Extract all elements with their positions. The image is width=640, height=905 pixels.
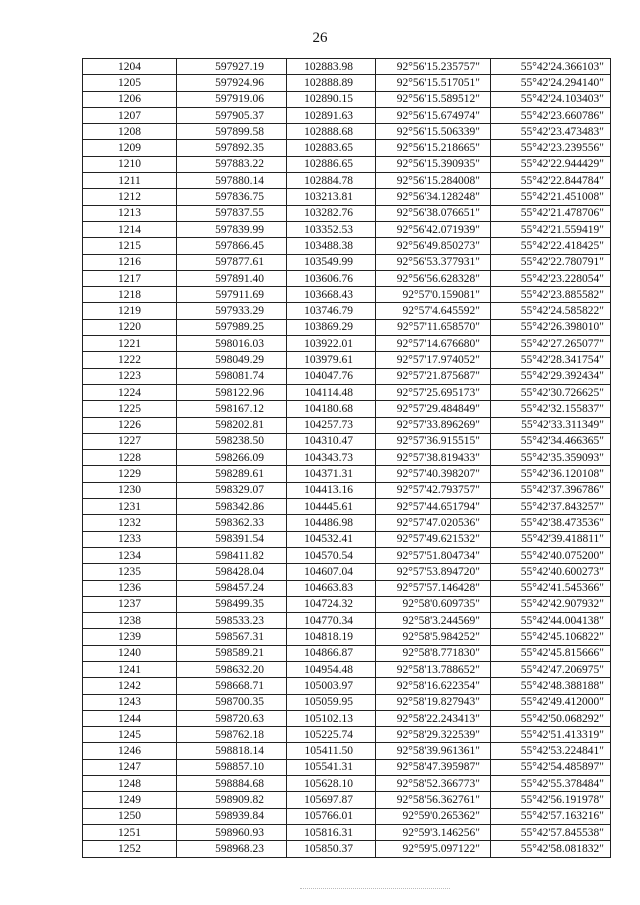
table-row <box>83 303 611 319</box>
x-coordinate-cell: 598762.18 <box>177 727 287 743</box>
x-coordinate-cell: 598391.54 <box>177 531 287 547</box>
point-number-cell: 1205 <box>83 75 177 91</box>
x-coordinate-cell: 597919.06 <box>177 91 287 107</box>
table-row <box>83 352 611 368</box>
y-coordinate-cell: 104114.48 <box>287 384 376 400</box>
x-coordinate-cell: 598884.68 <box>177 776 287 792</box>
table-row <box>83 205 611 221</box>
latitude-cell: 55°42'47.206975" <box>491 661 611 677</box>
table-row <box>83 368 611 384</box>
y-coordinate-cell: 104371.31 <box>287 466 376 482</box>
longitude-cell: 92°56'15.284008" <box>376 173 491 189</box>
x-coordinate-cell: 598081.74 <box>177 368 287 384</box>
table-row <box>83 336 611 352</box>
x-coordinate-cell: 598589.21 <box>177 645 287 661</box>
point-number-cell: 1239 <box>83 629 177 645</box>
y-coordinate-cell: 103869.29 <box>287 319 376 335</box>
y-coordinate-cell: 104310.47 <box>287 433 376 449</box>
latitude-cell: 55°42'29.392434" <box>491 368 611 384</box>
y-coordinate-cell: 103606.76 <box>287 270 376 286</box>
longitude-cell: 92°58'0.609735" <box>376 596 491 612</box>
latitude-cell: 55°42'56.191978" <box>491 792 611 808</box>
y-coordinate-cell: 105850.37 <box>287 841 376 857</box>
latitude-cell: 55°42'51.413319" <box>491 727 611 743</box>
y-coordinate-cell: 102888.89 <box>287 75 376 91</box>
y-coordinate-cell: 104570.54 <box>287 547 376 563</box>
y-coordinate-cell: 103746.79 <box>287 303 376 319</box>
y-coordinate-cell: 105225.74 <box>287 727 376 743</box>
table-row <box>83 759 611 775</box>
latitude-cell: 55°42'30.726625" <box>491 384 611 400</box>
latitude-cell: 55°42'24.366103" <box>491 59 611 75</box>
table-row <box>83 629 611 645</box>
point-number-cell: 1248 <box>83 776 177 792</box>
latitude-cell: 55°42'57.845538" <box>491 824 611 840</box>
point-number-cell: 1225 <box>83 401 177 417</box>
table-row <box>83 808 611 824</box>
latitude-cell: 55°42'34.466365" <box>491 433 611 449</box>
point-number-cell: 1229 <box>83 466 177 482</box>
table-row <box>83 776 611 792</box>
latitude-cell: 55°42'39.418811" <box>491 531 611 547</box>
table-row <box>83 564 611 580</box>
point-number-cell: 1218 <box>83 287 177 303</box>
x-coordinate-cell: 597899.58 <box>177 124 287 140</box>
x-coordinate-cell: 598289.61 <box>177 466 287 482</box>
table-row <box>83 173 611 189</box>
longitude-cell: 92°58'22.243413" <box>376 710 491 726</box>
y-coordinate-cell: 103979.61 <box>287 352 376 368</box>
table-row <box>83 792 611 808</box>
table-row <box>83 287 611 303</box>
point-number-cell: 1227 <box>83 433 177 449</box>
y-coordinate-cell: 105541.31 <box>287 759 376 775</box>
table-row <box>83 499 611 515</box>
longitude-cell: 92°57'4.645592" <box>376 303 491 319</box>
longitude-cell: 92°58'47.395987" <box>376 759 491 775</box>
y-coordinate-cell: 104486.98 <box>287 515 376 531</box>
latitude-cell: 55°42'35.359093" <box>491 450 611 466</box>
latitude-cell: 55°42'40.600273" <box>491 564 611 580</box>
y-coordinate-cell: 103488.38 <box>287 238 376 254</box>
x-coordinate-cell: 597866.45 <box>177 238 287 254</box>
point-number-cell: 1217 <box>83 270 177 286</box>
latitude-cell: 55°42'36.120108" <box>491 466 611 482</box>
table-row <box>83 254 611 270</box>
latitude-cell: 55°42'37.843257" <box>491 499 611 515</box>
longitude-cell: 92°56'38.076651" <box>376 205 491 221</box>
x-coordinate-cell: 598632.20 <box>177 661 287 677</box>
point-number-cell: 1246 <box>83 743 177 759</box>
point-number-cell: 1238 <box>83 613 177 629</box>
x-coordinate-cell: 597911.69 <box>177 287 287 303</box>
x-coordinate-cell: 598329.07 <box>177 482 287 498</box>
table-row <box>83 743 611 759</box>
table-row <box>83 661 611 677</box>
x-coordinate-cell: 598167.12 <box>177 401 287 417</box>
point-number-cell: 1235 <box>83 564 177 580</box>
latitude-cell: 55°42'57.163216" <box>491 808 611 824</box>
longitude-cell: 92°57'33.896269" <box>376 417 491 433</box>
point-number-cell: 1204 <box>83 59 177 75</box>
point-number-cell: 1224 <box>83 384 177 400</box>
y-coordinate-cell: 102886.65 <box>287 156 376 172</box>
latitude-cell: 55°42'22.844784" <box>491 173 611 189</box>
latitude-cell: 55°42'24.585822" <box>491 303 611 319</box>
table-row <box>83 482 611 498</box>
table-row <box>83 384 611 400</box>
latitude-cell: 55°42'24.294140" <box>491 75 611 91</box>
y-coordinate-cell: 103352.53 <box>287 221 376 237</box>
y-coordinate-cell: 105766.01 <box>287 808 376 824</box>
longitude-cell: 92°56'15.674974" <box>376 107 491 123</box>
y-coordinate-cell: 104257.73 <box>287 417 376 433</box>
longitude-cell: 92°59'5.097122" <box>376 841 491 857</box>
table-row <box>83 401 611 417</box>
x-coordinate-cell: 598909.82 <box>177 792 287 808</box>
longitude-cell: 92°57'44.651794" <box>376 499 491 515</box>
longitude-cell: 92°59'3.146256" <box>376 824 491 840</box>
latitude-cell: 55°42'22.418425" <box>491 238 611 254</box>
point-number-cell: 1210 <box>83 156 177 172</box>
longitude-cell: 92°57'29.484849" <box>376 401 491 417</box>
x-coordinate-cell: 597837.55 <box>177 205 287 221</box>
table-row <box>83 221 611 237</box>
point-number-cell: 1249 <box>83 792 177 808</box>
longitude-cell: 92°56'53.377931" <box>376 254 491 270</box>
y-coordinate-cell: 103213.81 <box>287 189 376 205</box>
longitude-cell: 92°57'47.020536" <box>376 515 491 531</box>
y-coordinate-cell: 104724.32 <box>287 596 376 612</box>
latitude-cell: 55°42'23.228054" <box>491 270 611 286</box>
longitude-cell: 92°57'40.398207" <box>376 466 491 482</box>
longitude-cell: 92°58'16.622354" <box>376 678 491 694</box>
x-coordinate-cell: 598720.63 <box>177 710 287 726</box>
page-bottom-rule <box>300 888 450 889</box>
x-coordinate-cell: 597989.25 <box>177 319 287 335</box>
longitude-cell: 92°56'34.128248" <box>376 189 491 205</box>
longitude-cell: 92°58'19.827943" <box>376 694 491 710</box>
latitude-cell: 55°42'49.412000" <box>491 694 611 710</box>
x-coordinate-cell: 598122.96 <box>177 384 287 400</box>
longitude-cell: 92°57'51.804734" <box>376 547 491 563</box>
point-number-cell: 1226 <box>83 417 177 433</box>
latitude-cell: 55°42'50.068292" <box>491 710 611 726</box>
table-row <box>83 547 611 563</box>
point-number-cell: 1233 <box>83 531 177 547</box>
point-number-cell: 1208 <box>83 124 177 140</box>
y-coordinate-cell: 104818.19 <box>287 629 376 645</box>
point-number-cell: 1216 <box>83 254 177 270</box>
coordinates-table <box>82 58 611 858</box>
point-number-cell: 1228 <box>83 450 177 466</box>
latitude-cell: 55°42'26.398010" <box>491 319 611 335</box>
x-coordinate-cell: 598668.71 <box>177 678 287 694</box>
point-number-cell: 1212 <box>83 189 177 205</box>
point-number-cell: 1243 <box>83 694 177 710</box>
x-coordinate-cell: 598428.04 <box>177 564 287 580</box>
page-number: 26 <box>312 30 328 46</box>
table-row <box>83 515 611 531</box>
y-coordinate-cell: 104532.41 <box>287 531 376 547</box>
point-number-cell: 1206 <box>83 91 177 107</box>
longitude-cell: 92°58'3.244569" <box>376 613 491 629</box>
latitude-cell: 55°42'42.907932" <box>491 596 611 612</box>
longitude-cell: 92°57'36.915515" <box>376 433 491 449</box>
x-coordinate-cell: 598411.82 <box>177 547 287 563</box>
table-row <box>83 531 611 547</box>
latitude-cell: 55°42'44.004138" <box>491 613 611 629</box>
x-coordinate-cell: 598499.35 <box>177 596 287 612</box>
table-row <box>83 433 611 449</box>
coordinates-table-body <box>83 59 611 858</box>
longitude-cell: 92°56'56.628328" <box>376 270 491 286</box>
latitude-cell: 55°42'40.075200" <box>491 547 611 563</box>
latitude-cell: 55°42'23.473483" <box>491 124 611 140</box>
y-coordinate-cell: 104770.34 <box>287 613 376 629</box>
longitude-cell: 92°58'29.322539" <box>376 727 491 743</box>
x-coordinate-cell: 598049.29 <box>177 352 287 368</box>
point-number-cell: 1219 <box>83 303 177 319</box>
x-coordinate-cell: 597924.96 <box>177 75 287 91</box>
y-coordinate-cell: 104413.16 <box>287 482 376 498</box>
point-number-cell: 1213 <box>83 205 177 221</box>
point-number-cell: 1252 <box>83 841 177 857</box>
latitude-cell: 55°42'22.944429" <box>491 156 611 172</box>
x-coordinate-cell: 598238.50 <box>177 433 287 449</box>
point-number-cell: 1232 <box>83 515 177 531</box>
y-coordinate-cell: 102884.78 <box>287 173 376 189</box>
table-row <box>83 91 611 107</box>
y-coordinate-cell: 104866.87 <box>287 645 376 661</box>
table-row <box>83 124 611 140</box>
point-number-cell: 1244 <box>83 710 177 726</box>
table-row <box>83 613 611 629</box>
latitude-cell: 55°42'21.451008" <box>491 189 611 205</box>
point-number-cell: 1207 <box>83 107 177 123</box>
y-coordinate-cell: 102883.98 <box>287 59 376 75</box>
longitude-cell: 92°56'15.218665" <box>376 140 491 156</box>
y-coordinate-cell: 105102.13 <box>287 710 376 726</box>
x-coordinate-cell: 597891.40 <box>177 270 287 286</box>
latitude-cell: 55°42'24.103403" <box>491 91 611 107</box>
x-coordinate-cell: 597933.29 <box>177 303 287 319</box>
x-coordinate-cell: 598818.14 <box>177 743 287 759</box>
latitude-cell: 55°42'48.388188" <box>491 678 611 694</box>
latitude-cell: 55°42'37.396786" <box>491 482 611 498</box>
longitude-cell: 92°56'42.071939" <box>376 221 491 237</box>
point-number-cell: 1250 <box>83 808 177 824</box>
x-coordinate-cell: 597883.22 <box>177 156 287 172</box>
x-coordinate-cell: 598342.86 <box>177 499 287 515</box>
table-row <box>83 841 611 857</box>
x-coordinate-cell: 598567.31 <box>177 629 287 645</box>
x-coordinate-cell: 597927.19 <box>177 59 287 75</box>
x-coordinate-cell: 598202.81 <box>177 417 287 433</box>
table-row <box>83 75 611 91</box>
point-number-cell: 1222 <box>83 352 177 368</box>
point-number-cell: 1230 <box>83 482 177 498</box>
latitude-cell: 55°42'53.224841" <box>491 743 611 759</box>
y-coordinate-cell: 104954.48 <box>287 661 376 677</box>
longitude-cell: 92°57'57.146428" <box>376 580 491 596</box>
latitude-cell: 55°42'38.473536" <box>491 515 611 531</box>
table-row <box>83 417 611 433</box>
y-coordinate-cell: 104180.68 <box>287 401 376 417</box>
table-row <box>83 238 611 254</box>
point-number-cell: 1237 <box>83 596 177 612</box>
y-coordinate-cell: 102891.63 <box>287 107 376 123</box>
longitude-cell: 92°57'21.875687" <box>376 368 491 384</box>
longitude-cell: 92°56'15.235757" <box>376 59 491 75</box>
point-number-cell: 1245 <box>83 727 177 743</box>
longitude-cell: 92°56'15.506339" <box>376 124 491 140</box>
y-coordinate-cell: 104663.83 <box>287 580 376 596</box>
table-row <box>83 824 611 840</box>
table-row <box>83 727 611 743</box>
latitude-cell: 55°42'32.155837" <box>491 401 611 417</box>
y-coordinate-cell: 103922.01 <box>287 336 376 352</box>
y-coordinate-cell: 105816.31 <box>287 824 376 840</box>
longitude-cell: 92°58'39.961361" <box>376 743 491 759</box>
point-number-cell: 1209 <box>83 140 177 156</box>
y-coordinate-cell: 102888.68 <box>287 124 376 140</box>
y-coordinate-cell: 105697.87 <box>287 792 376 808</box>
x-coordinate-cell: 598700.35 <box>177 694 287 710</box>
table-row <box>83 710 611 726</box>
longitude-cell: 92°59'0.265362" <box>376 808 491 824</box>
latitude-cell: 55°42'23.660786" <box>491 107 611 123</box>
longitude-cell: 92°56'49.850273" <box>376 238 491 254</box>
y-coordinate-cell: 103668.43 <box>287 287 376 303</box>
y-coordinate-cell: 105059.95 <box>287 694 376 710</box>
table-row <box>83 645 611 661</box>
y-coordinate-cell: 105003.97 <box>287 678 376 694</box>
y-coordinate-cell: 104607.04 <box>287 564 376 580</box>
longitude-cell: 92°57'17.974052" <box>376 352 491 368</box>
longitude-cell: 92°57'38.819433" <box>376 450 491 466</box>
longitude-cell: 92°57'11.658570" <box>376 319 491 335</box>
longitude-cell: 92°58'56.362761" <box>376 792 491 808</box>
y-coordinate-cell: 104343.73 <box>287 450 376 466</box>
x-coordinate-cell: 598533.23 <box>177 613 287 629</box>
table-row <box>83 59 611 75</box>
x-coordinate-cell: 597892.35 <box>177 140 287 156</box>
latitude-cell: 55°42'41.545366" <box>491 580 611 596</box>
longitude-cell: 92°56'15.517051" <box>376 75 491 91</box>
point-number-cell: 1211 <box>83 173 177 189</box>
latitude-cell: 55°42'58.081832" <box>491 841 611 857</box>
x-coordinate-cell: 598457.24 <box>177 580 287 596</box>
x-coordinate-cell: 598960.93 <box>177 824 287 840</box>
table-row <box>83 580 611 596</box>
latitude-cell: 55°42'21.559419" <box>491 221 611 237</box>
x-coordinate-cell: 598968.23 <box>177 841 287 857</box>
point-number-cell: 1221 <box>83 336 177 352</box>
longitude-cell: 92°56'15.390935" <box>376 156 491 172</box>
point-number-cell: 1214 <box>83 221 177 237</box>
x-coordinate-cell: 598266.09 <box>177 450 287 466</box>
latitude-cell: 55°42'23.239556" <box>491 140 611 156</box>
table-row <box>83 319 611 335</box>
table-row <box>83 694 611 710</box>
point-number-cell: 1241 <box>83 661 177 677</box>
point-number-cell: 1223 <box>83 368 177 384</box>
x-coordinate-cell: 598857.10 <box>177 759 287 775</box>
table-row <box>83 107 611 123</box>
y-coordinate-cell: 102890.15 <box>287 91 376 107</box>
longitude-cell: 92°57'49.621532" <box>376 531 491 547</box>
y-coordinate-cell: 104047.76 <box>287 368 376 384</box>
longitude-cell: 92°58'13.788652" <box>376 661 491 677</box>
x-coordinate-cell: 598939.84 <box>177 808 287 824</box>
point-number-cell: 1240 <box>83 645 177 661</box>
latitude-cell: 55°42'45.815666" <box>491 645 611 661</box>
y-coordinate-cell: 105411.50 <box>287 743 376 759</box>
x-coordinate-cell: 597877.61 <box>177 254 287 270</box>
longitude-cell: 92°58'5.984252" <box>376 629 491 645</box>
y-coordinate-cell: 105628.10 <box>287 776 376 792</box>
point-number-cell: 1251 <box>83 824 177 840</box>
longitude-cell: 92°57'42.793757" <box>376 482 491 498</box>
point-number-cell: 1220 <box>83 319 177 335</box>
longitude-cell: 92°57'53.894720" <box>376 564 491 580</box>
point-number-cell: 1242 <box>83 678 177 694</box>
latitude-cell: 55°42'27.265077" <box>491 336 611 352</box>
longitude-cell: 92°56'15.589512" <box>376 91 491 107</box>
point-number-cell: 1231 <box>83 499 177 515</box>
latitude-cell: 55°42'21.478706" <box>491 205 611 221</box>
point-number-cell: 1215 <box>83 238 177 254</box>
y-coordinate-cell: 104445.61 <box>287 499 376 515</box>
point-number-cell: 1234 <box>83 547 177 563</box>
latitude-cell: 55°42'22.780791" <box>491 254 611 270</box>
table-row <box>83 270 611 286</box>
longitude-cell: 92°57'0.159081" <box>376 287 491 303</box>
latitude-cell: 55°42'45.106822" <box>491 629 611 645</box>
table-row <box>83 466 611 482</box>
x-coordinate-cell: 598362.33 <box>177 515 287 531</box>
latitude-cell: 55°42'54.485897" <box>491 759 611 775</box>
latitude-cell: 55°42'55.378484" <box>491 776 611 792</box>
longitude-cell: 92°57'25.695173" <box>376 384 491 400</box>
y-coordinate-cell: 103549.99 <box>287 254 376 270</box>
table-row <box>83 450 611 466</box>
point-number-cell: 1247 <box>83 759 177 775</box>
longitude-cell: 92°57'14.676680" <box>376 336 491 352</box>
y-coordinate-cell: 103282.76 <box>287 205 376 221</box>
table-row <box>83 678 611 694</box>
x-coordinate-cell: 597839.99 <box>177 221 287 237</box>
table-row <box>83 140 611 156</box>
table-row <box>83 156 611 172</box>
x-coordinate-cell: 597905.37 <box>177 107 287 123</box>
x-coordinate-cell: 598016.03 <box>177 336 287 352</box>
table-row <box>83 189 611 205</box>
latitude-cell: 55°42'33.311349" <box>491 417 611 433</box>
y-coordinate-cell: 102883.65 <box>287 140 376 156</box>
x-coordinate-cell: 597836.75 <box>177 189 287 205</box>
point-number-cell: 1236 <box>83 580 177 596</box>
table-row <box>83 596 611 612</box>
latitude-cell: 55°42'28.341754" <box>491 352 611 368</box>
x-coordinate-cell: 597880.14 <box>177 173 287 189</box>
longitude-cell: 92°58'52.366773" <box>376 776 491 792</box>
latitude-cell: 55°42'23.885582" <box>491 287 611 303</box>
longitude-cell: 92°58'8.771830" <box>376 645 491 661</box>
